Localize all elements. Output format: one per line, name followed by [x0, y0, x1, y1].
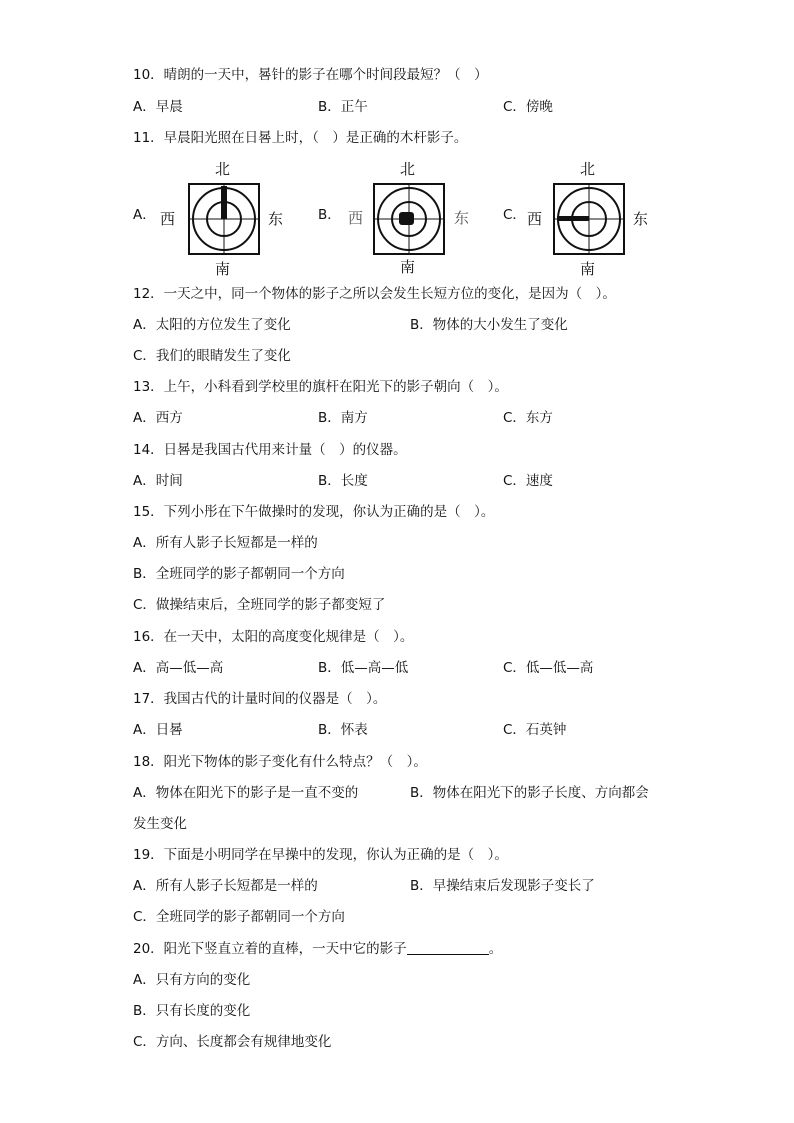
question-18-option-b: B．物体在阳光下的影子长度、方向都会 — [410, 785, 649, 801]
sundial-diagram-a — [155, 155, 290, 277]
question-11-stem: 11．早晨阳光照在日晷上时，（ ）是正确的木杆影子。 — [133, 130, 468, 146]
question-15-option-c: C．做操结束后，全班同学的影子都变短了 — [133, 597, 386, 613]
question-14-option-c: C．速度 — [503, 473, 553, 489]
east-label: 东 — [268, 210, 284, 228]
question-20-stem-text: 20．阳光下竖直立着的直棒，一天中它的影子 — [133, 941, 407, 957]
question-17-stem: 17．我国古代的计量时间的仪器是（ ）。 — [133, 691, 387, 707]
sundial-face — [373, 183, 445, 255]
sundial-diagram-c — [520, 155, 655, 277]
question-16-option-b: B．低—高—低 — [318, 660, 409, 676]
question-18-option-a: A．物体在阳光下的影子是一直不变的 — [133, 785, 359, 801]
south-label: 南 — [400, 258, 416, 276]
question-14-option-a: A．时间 — [133, 473, 183, 489]
south-label: 南 — [215, 260, 231, 278]
question-11-option-a: A． — [133, 207, 156, 223]
question-18-stem: 18．阳光下物体的影子变化有什么特点？（ ）。 — [133, 754, 427, 770]
south-label: 南 — [580, 260, 596, 278]
answer-blank — [407, 940, 489, 955]
question-13-option-c: C．东方 — [503, 410, 553, 426]
question-12-option-c: C．我们的眼睛发生了变化 — [133, 348, 291, 364]
question-20-option-a: A．只有方向的变化 — [133, 972, 251, 988]
question-15-stem: 15．下列小彤在下午做操时的发现，你认为正确的是（ ）。 — [133, 504, 495, 520]
sundial-diagram-b — [340, 155, 475, 277]
question-10-option-a: A．早晨 — [133, 99, 183, 115]
question-11-option-c: C． — [503, 207, 526, 223]
question-13-option-a: A．西方 — [133, 410, 183, 426]
question-20-stem — [133, 939, 502, 959]
question-16-option-a: A．高—低—高 — [133, 660, 224, 676]
question-17-option-a: A．日晷 — [133, 722, 183, 738]
question-11-option-b: B． — [318, 207, 341, 223]
question-19-option-c: C．全班同学的影子都朝同一个方向 — [133, 909, 345, 925]
question-19-option-a: A．所有人影子长短都是一样的 — [133, 878, 318, 894]
stick-shadow — [399, 212, 414, 225]
question-20-stem-end: 。 — [488, 941, 503, 957]
question-17-option-c: C．石英钟 — [503, 722, 567, 738]
west-label: 西 — [527, 210, 543, 228]
question-13-option-b: B．南方 — [318, 410, 368, 426]
question-12-option-a: A．太阳的方位发生了变化 — [133, 317, 291, 333]
question-10-option-c: C．傍晚 — [503, 99, 553, 115]
west-label: 西 — [348, 209, 364, 227]
stick-shadow — [557, 216, 589, 221]
question-20-option-c: C．方向、长度都会有规律地变化 — [133, 1034, 332, 1050]
question-15-option-b: B．全班同学的影子都朝同一个方向 — [133, 566, 345, 582]
question-18-option-b-continued: 发生变化 — [133, 816, 187, 832]
question-20-option-b: B．只有长度的变化 — [133, 1003, 251, 1019]
north-label: 北 — [400, 160, 416, 178]
question-14-option-b: B．长度 — [318, 473, 368, 489]
question-19-stem: 19．下面是小明同学在早操中的发现，你认为正确的是（ ）。 — [133, 847, 508, 863]
question-10-stem: 10．晴朗的一天中，晷针的影子在哪个时间段最短？（ ） — [133, 67, 488, 83]
sundial-face — [553, 183, 625, 255]
question-17-option-b: B．怀表 — [318, 722, 368, 738]
sundial-face — [188, 183, 260, 255]
question-10-option-b: B．正午 — [318, 99, 368, 115]
question-16-option-c: C．低—低—高 — [503, 660, 594, 676]
west-label: 西 — [160, 210, 176, 228]
north-label: 北 — [215, 160, 231, 178]
east-label: 东 — [454, 209, 470, 227]
stick-shadow — [221, 186, 227, 219]
question-12-option-b: B．物体的大小发生了变化 — [410, 317, 568, 333]
north-label: 北 — [580, 160, 596, 178]
question-16-stem: 16．在一天中，太阳的高度变化规律是（ ）。 — [133, 629, 414, 645]
question-12-stem: 12．一天之中，同一个物体的影子之所以会发生长短方位的变化，是因为（ ）。 — [133, 286, 616, 302]
east-label: 东 — [633, 210, 649, 228]
question-14-stem: 14．日晷是我国古代用来计量（ ）的仪器。 — [133, 442, 407, 458]
question-13-stem: 13．上午，小科看到学校里的旗杆在阳光下的影子朝向（ ）。 — [133, 379, 508, 395]
question-19-option-b: B．早操结束后发现影子变长了 — [410, 878, 595, 894]
question-15-option-a: A．所有人影子长短都是一样的 — [133, 535, 318, 551]
